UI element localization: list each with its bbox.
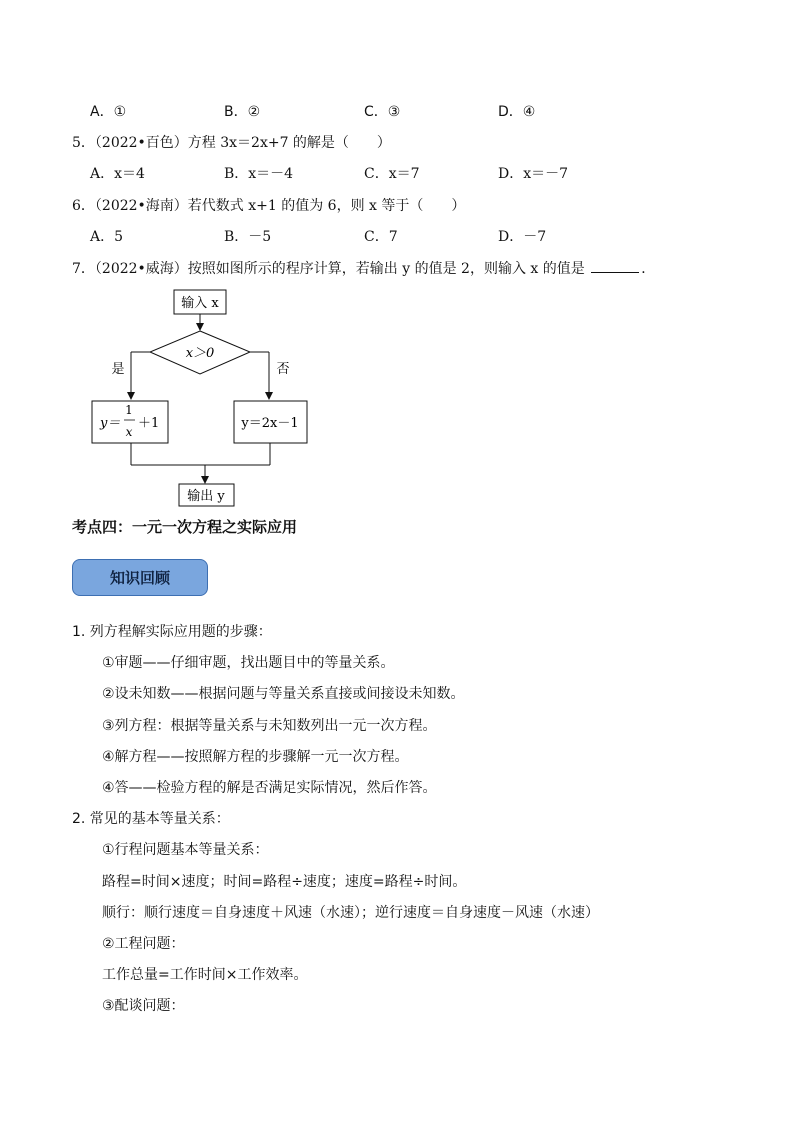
q6-option-d: D．－7 [498,229,547,245]
yes-label: 是 [111,362,125,377]
left-formula-num: 1 [125,403,133,417]
q6-option-c: C．7 [364,229,398,245]
q7-stem: 7．（2022•威海）按照如图所示的程序计算，若输出 y 的值是 2，则输入 x 的值是 [72,261,585,277]
item2-heading: 2. 常见的基本等量关系： [72,811,230,827]
q6-options [90,227,650,247]
q7-tail: ． [641,261,656,277]
input-label: 输入 x [181,296,219,311]
left-formula-tail: ＋1 [138,416,160,431]
item1-step-3: ③列方程：根据等量关系与未知数列出一元一次方程。 [102,718,437,734]
q5-options [90,164,650,184]
item1-heading: 1. 列方程解实际应用题的步骤： [72,624,272,640]
program-flowchart [80,285,340,510]
item2-line-2: 路程=时间×速度；时间=路程÷速度；速度=路程÷时间。 [102,874,467,890]
q5-option-d: D．x＝－7 [498,166,569,182]
knowledge-review-badge: 知识回顾 [72,559,208,596]
condition-label: x＞0 [185,346,215,361]
no-label: 否 [276,362,290,377]
left-formula-den: x [125,425,133,439]
q4-option-c: C．③ [364,104,401,120]
q5-stem: 5．（2022•百色）方程 3x＝2x+7 的解是（ ） [72,135,391,151]
q4-option-d: D．④ [498,104,536,120]
item2-line-5: 工作总量=工作时间×工作效率。 [102,967,308,983]
output-label: 输出 y [187,489,225,504]
q7-stem-line [72,258,655,279]
item2-line-4: ②工程问题： [102,936,185,952]
left-formula-y: y＝ [100,416,121,431]
q6-stem: 6．（2022•海南）若代数式 x+1 的值为 6，则 x 等于（ ） [72,198,466,214]
section-title: 考点四：一元一次方程之实际应用 [72,518,298,536]
item1-step-1: ①审题——仔细审题，找出题目中的等量关系。 [102,655,395,671]
item2-line-1: ①行程问题基本等量关系： [102,842,269,858]
q4-options [90,102,650,122]
item1-step-5: ④答——检验方程的解是否满足实际情况，然后作答。 [102,780,437,796]
item2-line-6: ③配谈问题： [102,998,185,1014]
item2-line-3: 顺行：顺行速度＝自身速度＋风速（水速）；逆行速度＝自身速度－风速（水速） [102,905,599,921]
q5-option-b: B．x＝－4 [224,166,294,182]
q6-option-b: B．－5 [224,229,272,245]
q4-option-b: B．② [224,104,261,120]
item1-step-2: ②设未知数——根据问题与等量关系直接或间接设未知数。 [102,686,465,702]
item1-step-4: ④解方程——按照解方程的步骤解一元一次方程。 [102,749,409,765]
q4-option-a: A．① [90,104,127,120]
q5-option-c: C．x＝7 [364,166,420,182]
right-formula: y＝2x－1 [241,416,299,431]
answer-blank[interactable] [591,258,639,273]
q6-option-a: A．5 [90,229,124,245]
q5-option-a: A．x＝4 [90,166,145,182]
